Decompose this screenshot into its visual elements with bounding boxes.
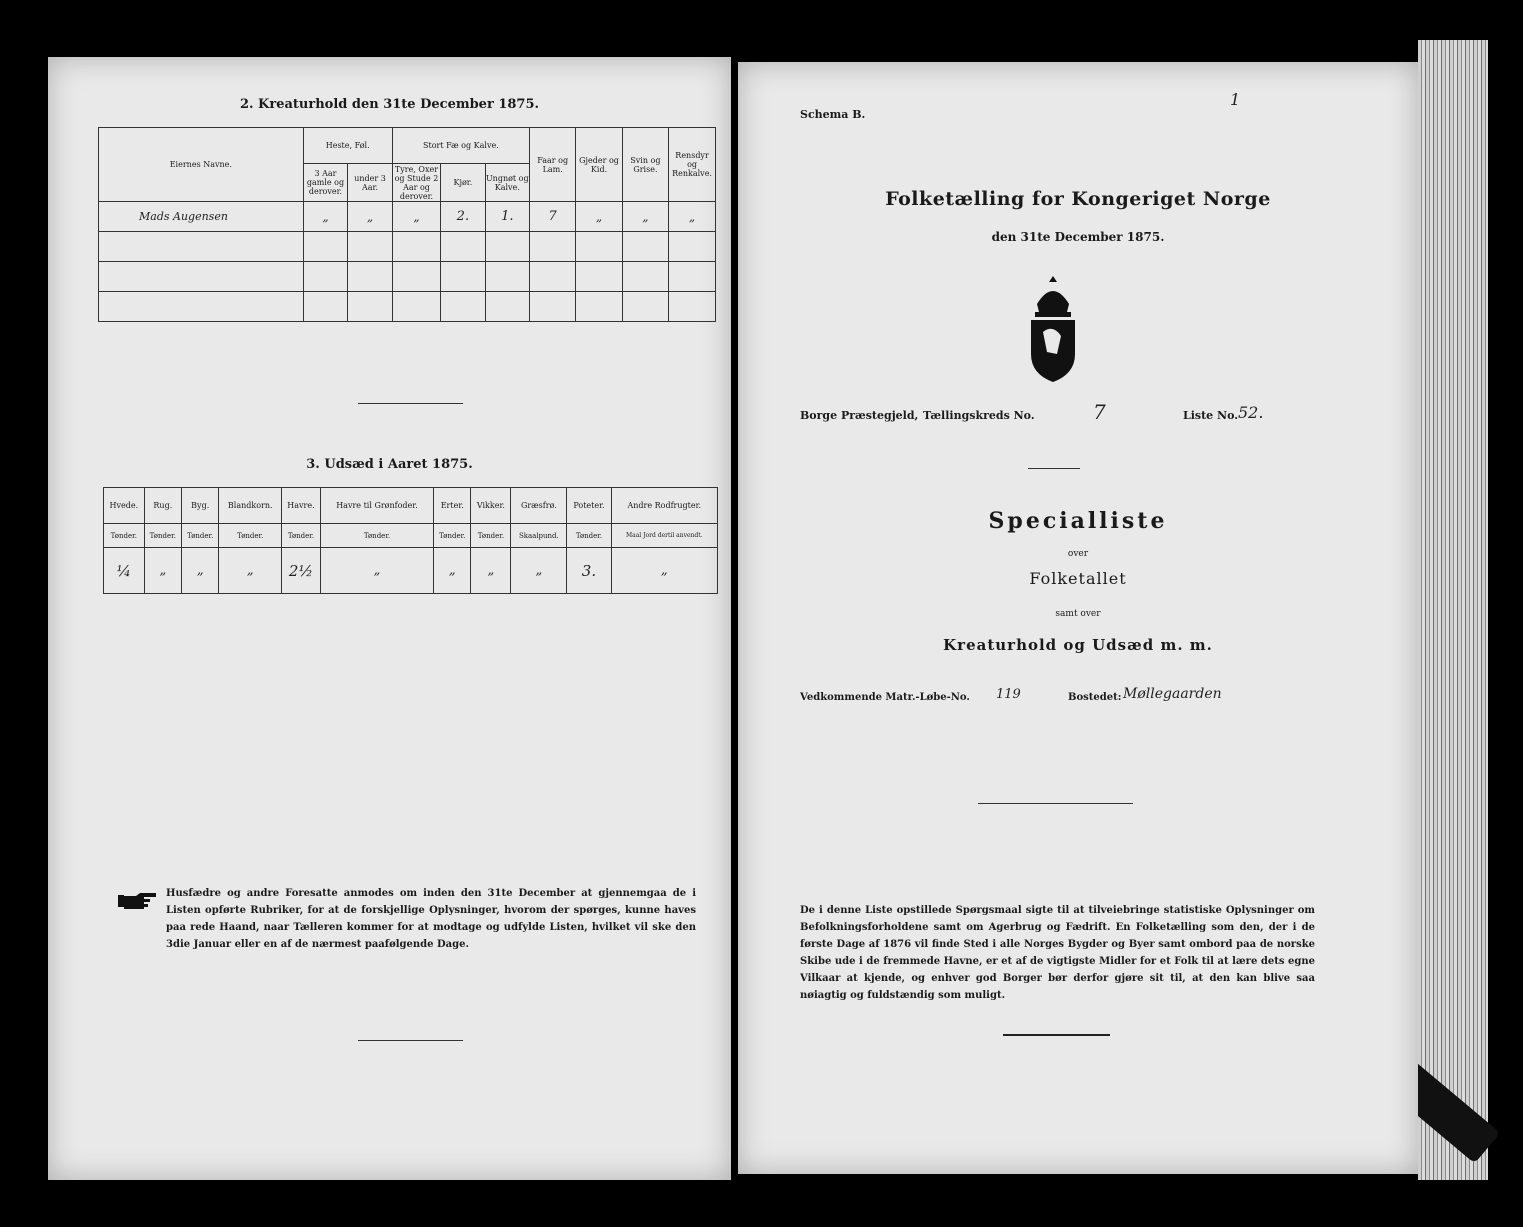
seed-value: „ xyxy=(320,548,433,594)
census-date: den 31te December 1875. xyxy=(991,230,1165,244)
horses-young-header: under 3 Aar. xyxy=(348,164,392,202)
seed-col-header: Græsfrø. xyxy=(511,488,567,524)
seed-col-header: Andre Rodfrugter. xyxy=(611,488,717,524)
horses-old-header: 3 Aar gamle og derover. xyxy=(303,164,348,202)
seed-unit: Tønder. xyxy=(182,524,219,548)
pigs-header: Svin og Grise. xyxy=(622,128,668,202)
district-number: 7 xyxy=(1093,400,1106,424)
seed-value: „ xyxy=(471,548,511,594)
horses-header: Heste, Føl. xyxy=(303,128,392,164)
livestock-cell: „ xyxy=(392,202,441,232)
over-label: over xyxy=(1067,549,1089,559)
special-list-title: Specialliste xyxy=(988,508,1168,534)
folketallet-label: Folketallet xyxy=(1029,569,1127,588)
seed-unit: Tønder. xyxy=(104,524,145,548)
goats-header: Gjeder og Kid. xyxy=(576,128,622,202)
samt-over-label: samt over xyxy=(1055,609,1101,619)
seed-value: „ xyxy=(219,548,282,594)
divider xyxy=(978,803,1133,804)
livestock-cell: 1. xyxy=(485,202,530,232)
census-title: Folketælling for Kongeriget Norge xyxy=(885,188,1271,210)
calves-header: Ungnøt og Kalve. xyxy=(485,164,530,202)
cows-header: Kjør. xyxy=(441,164,485,202)
seed-table xyxy=(103,487,718,594)
livestock-heading: 2. Kreaturhold den 31te December 1875. xyxy=(239,97,540,112)
seed-unit: Tønder. xyxy=(219,524,282,548)
divider xyxy=(1028,468,1080,469)
livestock-table xyxy=(98,127,716,322)
seed-unit: Skaalpund. xyxy=(511,524,567,548)
bulls-header: Tyre, Oxer og Stude 2 Aar og derover. xyxy=(392,164,441,202)
sheep-header: Faar og Lam. xyxy=(530,128,576,202)
schema-label: Schema B. xyxy=(800,108,866,121)
seed-col-header: Poteter. xyxy=(567,488,611,524)
livestock-cell: „ xyxy=(576,202,622,232)
right-page xyxy=(738,62,1418,1174)
owner-name-header: Eiernes Navne. xyxy=(99,128,304,202)
coat-of-arms-icon xyxy=(1023,274,1083,384)
livestock-cell: 7 xyxy=(530,202,576,232)
livestock-cell: 2. xyxy=(441,202,485,232)
pointing-hand-icon xyxy=(116,889,160,911)
district-label: Tællingskreds No. xyxy=(923,409,1035,422)
seed-col-header: Havre til Grønfoder. xyxy=(320,488,433,524)
livestock-cell: „ xyxy=(348,202,392,232)
left-page xyxy=(48,57,731,1180)
livestock-seed-label: Kreaturhold og Udsæd m. m. xyxy=(943,636,1213,654)
seed-unit: Tønder. xyxy=(282,524,321,548)
seed-col-header: Rug. xyxy=(144,488,181,524)
seed-unit: Tønder. xyxy=(144,524,181,548)
purpose-paragraph: De i denne Liste opstillede Spørgsmaal sigte til at tilveiebringe statistiske Oplysninger om Befolkningsforholdene samt om Agerbrug og Fædrift. En Folketælling som den, der i de første Dage af 1876 vil finde Sted i alle Norges Bygder og Byer samt ombord paa de norske Skibe ude i de fremmede Havne, er et af de vigtigste Midler for et Folk til at lære dets egne Vilkaar at kjende, og enhver god Borger bør derfor gjøre sit til, at den kan blive saa nøiagtig og fuldstændig som muligt. xyxy=(800,905,1315,1001)
seed-unit: Tønder. xyxy=(471,524,511,548)
seed-unit: Tønder. xyxy=(320,524,433,548)
livestock-cell: „ xyxy=(303,202,348,232)
seed-col-header: Hvede. xyxy=(104,488,145,524)
seed-col-header: Havre. xyxy=(282,488,321,524)
parish-label: Borge Præstegjeld, xyxy=(800,409,919,422)
seed-value: 2½ xyxy=(282,548,321,594)
seed-unit: Maal Jord dertil anvendt. xyxy=(611,524,717,548)
divider xyxy=(1003,1034,1110,1036)
seed-value: „ xyxy=(144,548,181,594)
page-edges xyxy=(1418,40,1488,1180)
livestock-cell: „ xyxy=(622,202,668,232)
page-mark: 1 xyxy=(1230,90,1241,109)
divider xyxy=(358,1040,463,1041)
seed-col-header: Erter. xyxy=(434,488,471,524)
seed-col-header: Blandkorn. xyxy=(219,488,282,524)
seed-col-header: Byg. xyxy=(182,488,219,524)
seed-value: „ xyxy=(182,548,219,594)
bosted-value: Møllegaarden xyxy=(1123,686,1222,702)
matr-number: 119 xyxy=(996,687,1021,702)
seed-value: 3. xyxy=(567,548,611,594)
livestock-cell: „ xyxy=(669,202,716,232)
divider xyxy=(358,403,463,404)
cattle-header: Stort Fæ og Kalve. xyxy=(392,128,529,164)
reindeer-header: Rensdyr og Renkalve. xyxy=(669,128,716,202)
seed-col-header: Vikker. xyxy=(471,488,511,524)
seed-unit: Tønder. xyxy=(434,524,471,548)
owner-name-cell: Mads Augensen xyxy=(99,202,304,232)
seed-value: „ xyxy=(611,548,717,594)
notice-text: Husfædre og andre Foresatte anmodes om inden den 31te December at gjennemgaa de i Listen opførte Rubriker, for at de forskjellige Oplysninger, hvorom der spørges, kunne haves paa rede Haand, naar Tælleren kommer for at modtage og udfylde Listen, hvilket vil ske den 3die Januar eller en af de nærmest paafølgende Dage. xyxy=(166,888,696,950)
seed-value: „ xyxy=(434,548,471,594)
seed-unit: Tønder. xyxy=(567,524,611,548)
seed-heading: 3. Udsæd i Aaret 1875. xyxy=(306,457,473,472)
bosted-label: Bostedet: xyxy=(1068,692,1122,703)
matr-label: Vedkommende Matr.-Løbe-No. xyxy=(800,692,970,703)
list-label: Liste No. xyxy=(1183,409,1239,422)
seed-value: „ xyxy=(511,548,567,594)
seed-value: ¼ xyxy=(104,548,145,594)
list-number: 52. xyxy=(1238,403,1264,422)
